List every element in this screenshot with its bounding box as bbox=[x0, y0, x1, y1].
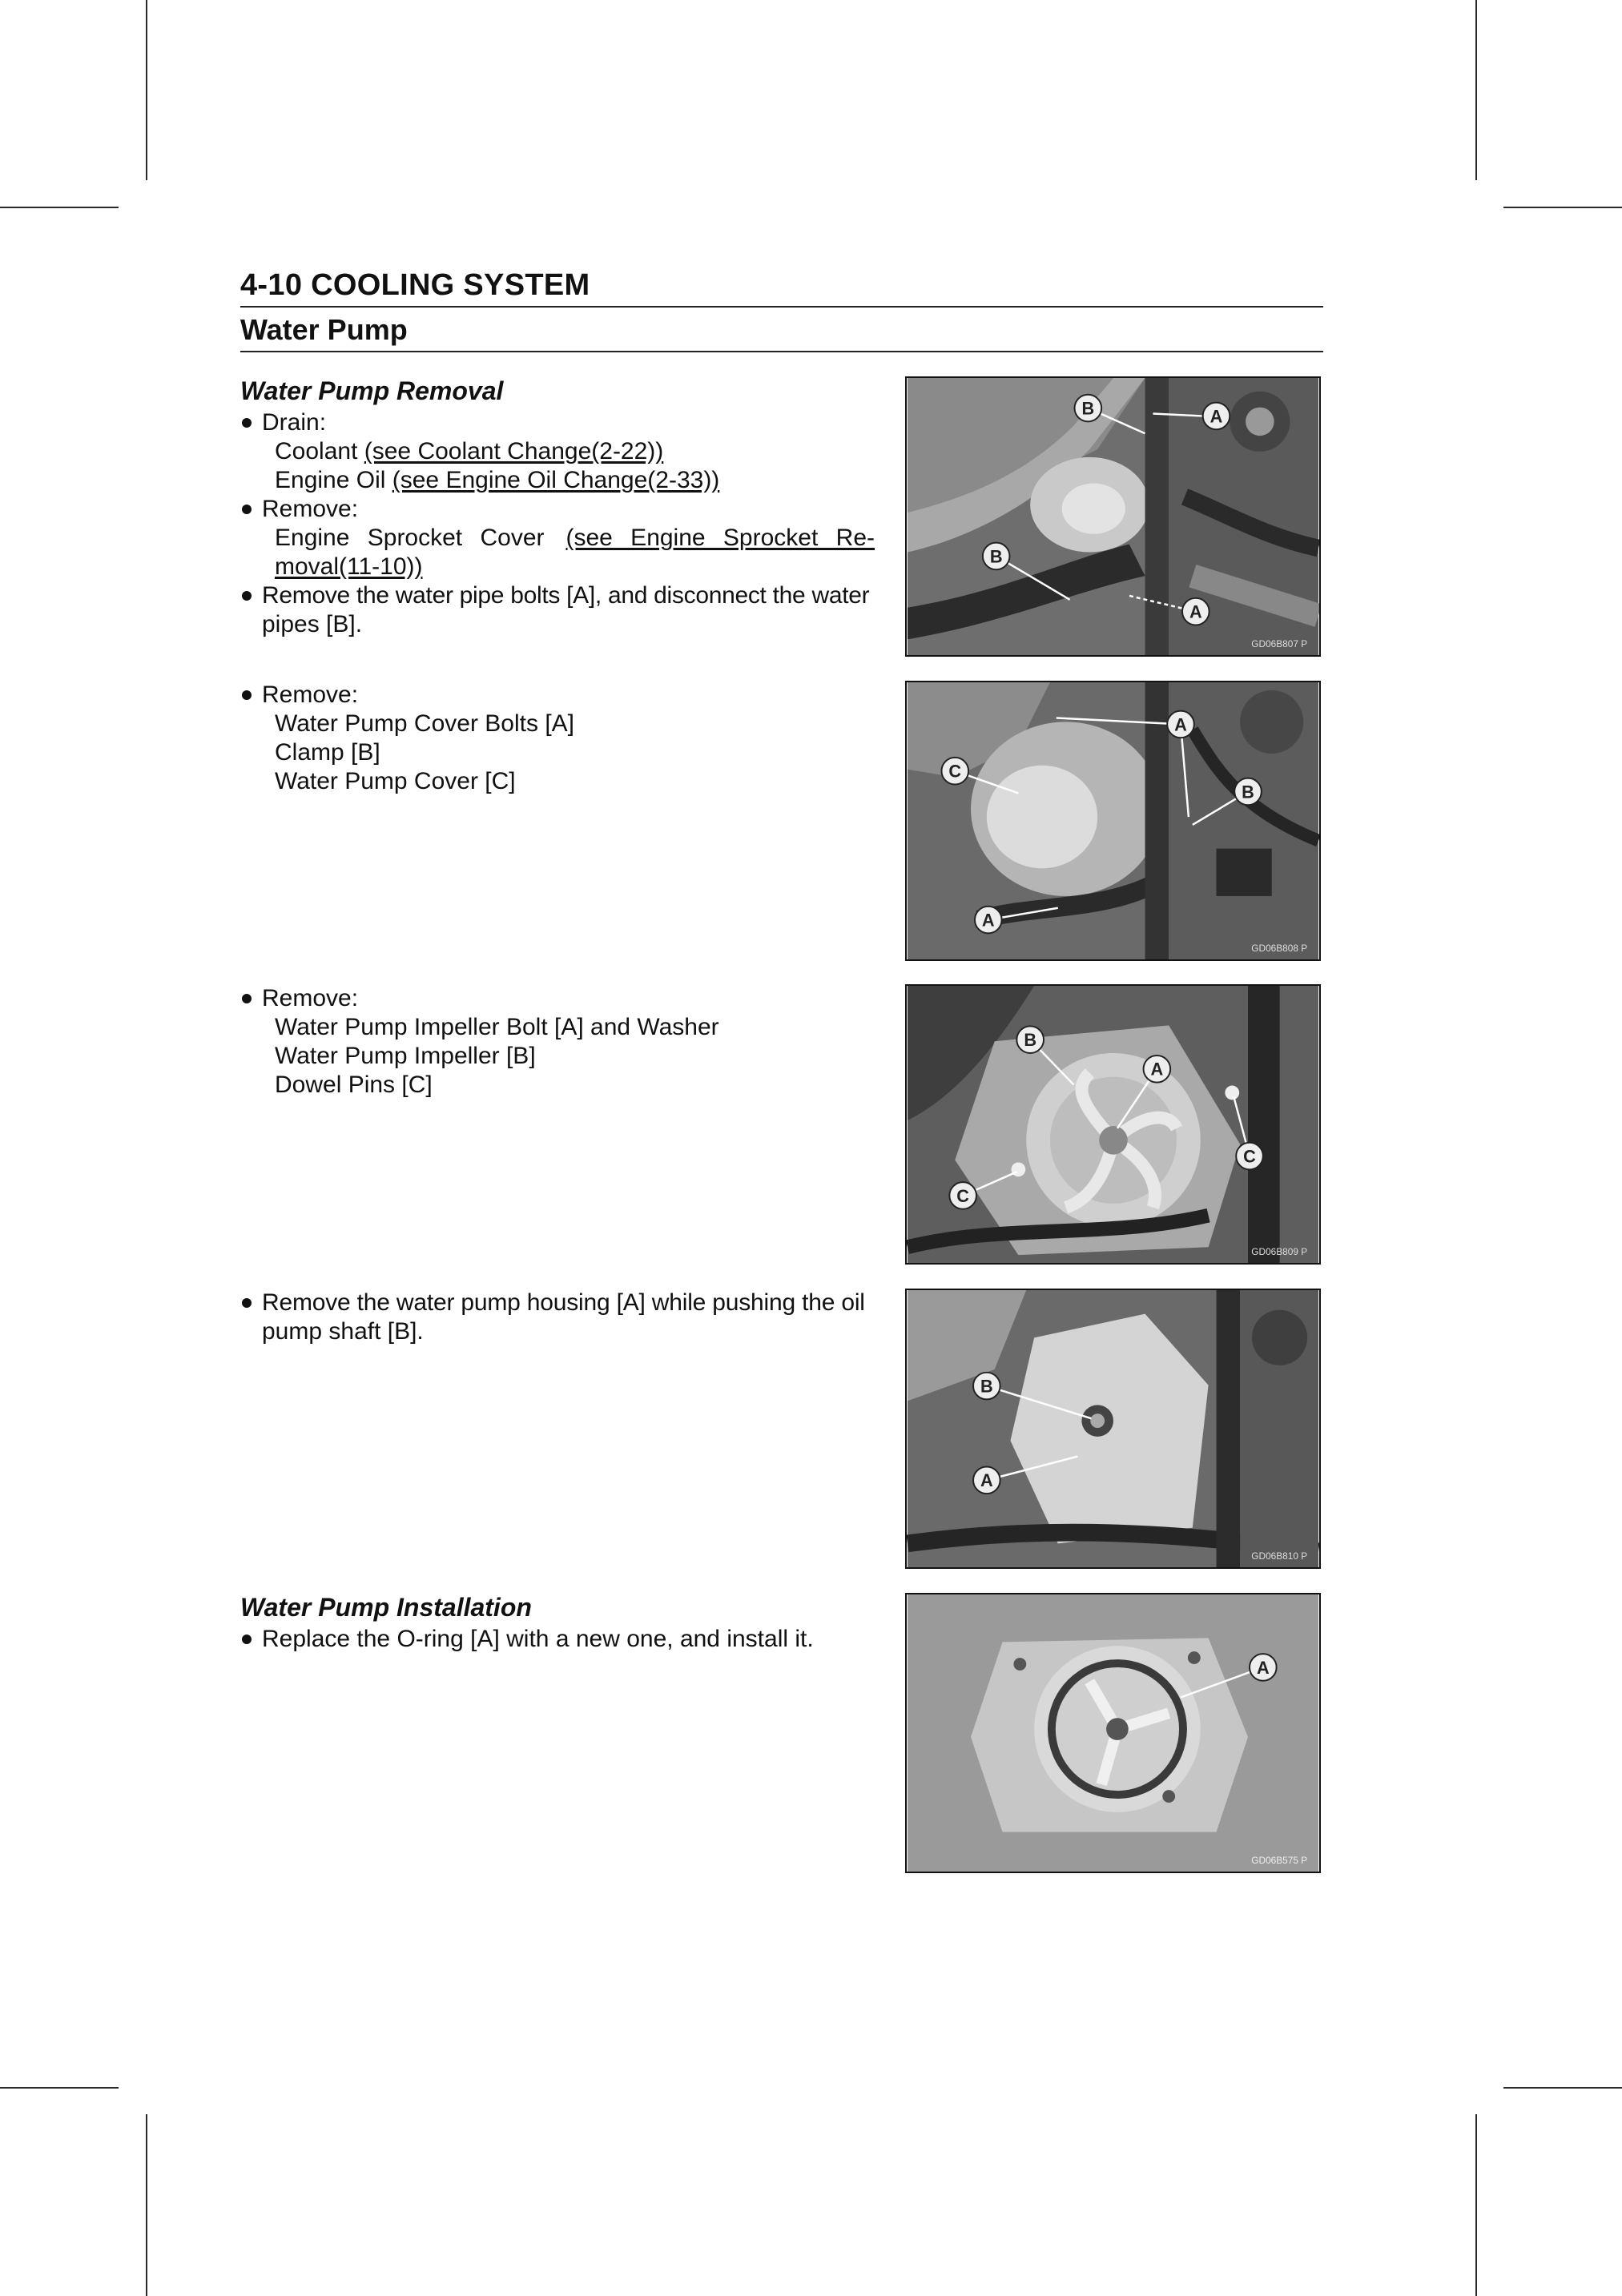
photo-pump-cover bbox=[907, 682, 1319, 959]
callout-label: A bbox=[1174, 714, 1187, 735]
figure-oring bbox=[905, 1593, 1321, 1873]
engine-oil-change-link[interactable]: (see Engine Oil Change(2-33)) bbox=[392, 467, 720, 493]
figure-impeller bbox=[905, 984, 1321, 1265]
page-header bbox=[240, 264, 1323, 352]
removal-text-3 bbox=[240, 984, 875, 1100]
list-item: Water Pump Impeller [B] bbox=[275, 1043, 536, 1069]
sprocket-removal-link-cont[interactable]: moval(11-10)) bbox=[275, 553, 423, 580]
figure-code: GD06B575 P bbox=[1251, 1855, 1308, 1867]
list-item: Water Pump Cover [C] bbox=[275, 768, 516, 794]
callout-label: A bbox=[1256, 1657, 1270, 1678]
installation-heading: Water Pump Installation bbox=[240, 1593, 532, 1622]
item-text: Engine Sprocket Cover bbox=[275, 525, 545, 551]
sprocket-removal-link[interactable]: (see Engine Sprocket Re- bbox=[565, 525, 875, 551]
bullet-dot bbox=[242, 505, 252, 514]
procedure-row-4 bbox=[240, 1289, 1323, 1577]
callout-label: B bbox=[980, 1376, 993, 1397]
figure-pump-cover bbox=[905, 681, 1321, 961]
callout-label: B bbox=[1242, 782, 1254, 802]
step-oring bbox=[240, 1625, 875, 1654]
figure-water-pipes bbox=[905, 376, 1321, 657]
figure-pump-housing bbox=[905, 1289, 1321, 1569]
crop-mark bbox=[1503, 2087, 1622, 2089]
crop-mark bbox=[1475, 2114, 1477, 2296]
list-item: Water Pump Cover Bolts [A] bbox=[275, 710, 575, 737]
removal-heading: Water Pump Removal bbox=[240, 376, 504, 405]
step-text: pump shaft [B]. bbox=[262, 1318, 424, 1345]
list-item bbox=[240, 437, 875, 466]
removal-text-4 bbox=[240, 1289, 875, 1346]
bullet-dot bbox=[242, 1298, 252, 1308]
figure-code: GD06B807 P bbox=[1251, 638, 1308, 650]
list-item: Dowel Pins [C] bbox=[275, 1072, 433, 1098]
bullet-dot bbox=[242, 591, 252, 601]
bullet-dot bbox=[242, 1635, 252, 1644]
header-rule bbox=[240, 306, 1323, 308]
list-item bbox=[240, 524, 875, 553]
bullet-dot bbox=[242, 994, 252, 1003]
installation-text bbox=[240, 1591, 875, 1654]
step-remove-impeller bbox=[240, 984, 875, 1013]
removal-text-2 bbox=[240, 681, 875, 796]
subheader-rule bbox=[240, 351, 1323, 352]
crop-mark bbox=[146, 2114, 147, 2296]
list-item: Clamp [B] bbox=[275, 739, 380, 766]
step-text: pipes [B]. bbox=[262, 611, 363, 637]
step-drain bbox=[240, 408, 875, 437]
callout-label: A bbox=[1209, 406, 1223, 427]
step-text: Remove the water pump housing [A] while pushing the oil bbox=[262, 1289, 865, 1316]
callout-label: A bbox=[981, 910, 995, 931]
item-text: Coolant bbox=[275, 438, 364, 464]
callout-label: B bbox=[989, 546, 1003, 567]
bullet-dot bbox=[242, 418, 252, 428]
crop-mark bbox=[146, 0, 147, 180]
callout-label: A bbox=[980, 1470, 993, 1491]
step-text: Replace the O-ring [A] with a new one, and install it. bbox=[262, 1626, 814, 1652]
figure-code: GD06B808 P bbox=[1251, 943, 1308, 955]
callout-label: A bbox=[1189, 601, 1202, 622]
section-title: 4-10 COOLING SYSTEM bbox=[240, 268, 590, 302]
callout-label: C bbox=[948, 761, 962, 782]
photo-oring bbox=[907, 1594, 1319, 1872]
callout-label: B bbox=[1081, 398, 1095, 419]
list-item bbox=[240, 466, 875, 495]
procedure-row-3 bbox=[240, 984, 1323, 1273]
procedure-row-2 bbox=[240, 681, 1323, 969]
step-remove bbox=[240, 495, 875, 524]
figure-code: GD06B809 P bbox=[1251, 1246, 1308, 1258]
crop-mark bbox=[1503, 207, 1622, 208]
crop-mark bbox=[1475, 0, 1477, 180]
callout-label: C bbox=[1243, 1146, 1256, 1167]
step-remove-cover bbox=[240, 681, 875, 710]
step-text: Remove the water pipe bolts [A], and disconnect the water bbox=[262, 582, 870, 609]
step-label: Remove: bbox=[262, 985, 359, 1011]
procedure-row-1 bbox=[240, 375, 1323, 663]
removal-text-1 bbox=[240, 375, 875, 639]
step-water-pipes bbox=[240, 581, 875, 639]
procedure-row-5 bbox=[240, 1591, 1323, 1880]
photo-impeller bbox=[907, 986, 1319, 1263]
callout-label: B bbox=[1024, 1030, 1037, 1051]
callout-label: A bbox=[1150, 1059, 1164, 1080]
list-item: Water Pump Impeller Bolt [A] and Washer bbox=[275, 1014, 719, 1040]
list-item bbox=[240, 553, 875, 581]
coolant-change-link[interactable]: (see Coolant Change(2-22)) bbox=[364, 438, 664, 464]
crop-mark bbox=[0, 2087, 119, 2089]
photo-pump-housing bbox=[907, 1290, 1319, 1567]
step-label: Remove: bbox=[262, 682, 359, 708]
crop-mark bbox=[0, 207, 119, 208]
step-label: Drain: bbox=[262, 409, 327, 436]
item-text: Engine Oil bbox=[275, 467, 392, 493]
figure-code: GD06B810 P bbox=[1251, 1550, 1308, 1562]
bullet-dot bbox=[242, 690, 252, 700]
step-remove-housing bbox=[240, 1289, 875, 1346]
photo-water-pipes bbox=[907, 378, 1319, 655]
callout-label: C bbox=[956, 1185, 970, 1206]
subsection-title: Water Pump bbox=[240, 313, 408, 346]
step-label: Remove: bbox=[262, 496, 359, 522]
